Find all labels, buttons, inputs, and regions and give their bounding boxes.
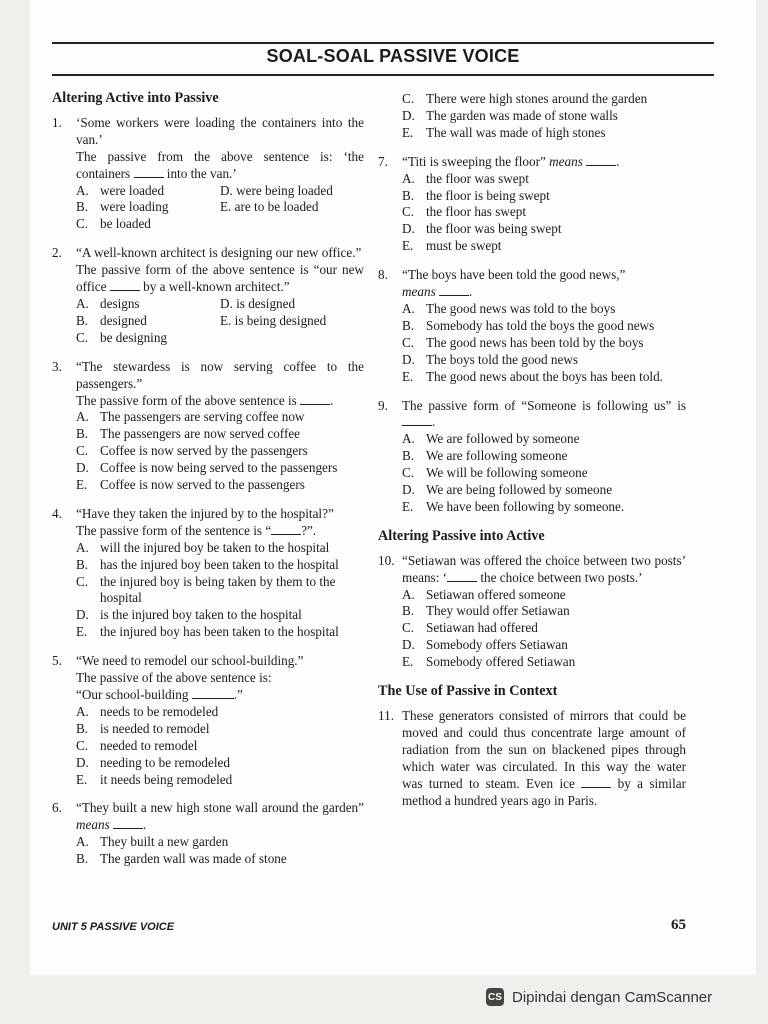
option-a[interactable]: A. needs to be remodeled: [76, 703, 219, 719]
question-prompt: The passive form of the sentence is “ ?”.: [76, 522, 317, 538]
question-6: [52, 800, 364, 868]
option-c[interactable]: C. the floor has swept: [402, 204, 526, 220]
option-b[interactable]: B. The garden wall was made of stone: [76, 851, 287, 867]
camscanner-text: Dipindai dengan CamScanner: [512, 988, 713, 1006]
question-prompt: means .: [402, 284, 473, 300]
page-number: 65: [671, 917, 686, 933]
option-c[interactable]: C. The good news has been told by the boys: [402, 334, 644, 350]
question-number: 3.: [52, 358, 62, 374]
option-c[interactable]: C. needed to remodel: [76, 737, 198, 753]
option-d[interactable]: D. were being loaded: [220, 182, 333, 198]
question-stem: “A well-known architect is designing our new office.”: [76, 245, 362, 261]
option-b[interactable]: B. The passengers are now served coffee: [76, 426, 301, 442]
option-b[interactable]: B. has the injured boy been taken to the hospital: [76, 556, 339, 572]
question-6-continued: [378, 91, 686, 142]
option-e[interactable]: E. are to be loaded: [220, 199, 319, 215]
question-3: [52, 359, 364, 494]
question-prompt: The passive of the above sentence is:: [76, 670, 272, 686]
question-number: 8.: [378, 267, 388, 283]
option-a[interactable]: A. the floor was swept: [402, 170, 529, 186]
answer-blank: [447, 570, 477, 582]
option-b[interactable]: B. They would offer Setiawan: [402, 603, 570, 619]
answer-blank: [439, 284, 469, 296]
answer-blank: [586, 154, 616, 166]
question-stem: The passive form of “Someone is following us” is .: [402, 397, 686, 430]
question-number: 9.: [378, 397, 388, 413]
unit-footer: UNIT 5 PASSIVE VOICE: [52, 921, 175, 933]
question-2: [52, 245, 364, 346]
option-e[interactable]: E. Somebody offered Setiawan: [402, 654, 576, 670]
question-8: [378, 267, 686, 385]
question-completion: “Our school-building .”: [76, 687, 243, 702]
option-e[interactable]: E. The wall was made of high stones: [402, 124, 606, 140]
question-number: 7.: [378, 153, 388, 169]
option-a[interactable]: A. The good news was told to the boys: [402, 300, 616, 316]
option-a[interactable]: A. We are followed by someone: [402, 431, 580, 447]
title-rule: [52, 74, 714, 76]
option-c[interactable]: C. be loaded: [76, 216, 151, 232]
option-d[interactable]: D. needing to be remodeled: [76, 754, 230, 770]
option-c[interactable]: C. be designing: [76, 329, 168, 345]
question-stem: “The boys have been told the good news,”: [402, 267, 626, 283]
option-b[interactable]: B. the floor is being swept: [402, 187, 550, 203]
question-number: 6.: [52, 800, 62, 816]
question-11: [378, 708, 686, 809]
answer-blank: [300, 393, 330, 405]
question-4: [52, 506, 364, 641]
section-heading-active-to-passive: Altering Active into Passive: [52, 90, 219, 106]
option-c[interactable]: C. the injured boy is being taken by them to the hospital: [76, 573, 336, 606]
option-d[interactable]: D. Coffee is now being served to the passengers: [76, 460, 338, 476]
question-stem: “They built a new high stone wall around the garden” means .: [76, 800, 364, 833]
question-stem: “The stewardess is now serving coffee to the passengers.”: [76, 358, 364, 391]
answer-blank: [271, 523, 301, 535]
option-d[interactable]: D. Somebody offers Setiawan: [402, 637, 568, 653]
answer-blank: [192, 687, 234, 699]
page-title: SOAL-SOAL PASSIVE VOICE: [266, 46, 520, 66]
option-b[interactable]: B. Somebody has told the boys the good news: [402, 317, 655, 333]
question-prompt: The passive from the above sentence is: ‘the containers into the van.’: [76, 148, 364, 181]
option-a[interactable]: A. designs: [76, 295, 140, 311]
question-number: 1.: [52, 114, 62, 130]
options-grid: [76, 183, 364, 234]
question-stem: “Titi is sweeping the floor” means .: [402, 153, 620, 169]
option-a[interactable]: A. The passengers are serving coffee now: [76, 409, 305, 425]
option-e[interactable]: E. must be swept: [402, 238, 502, 254]
option-e[interactable]: E. The good news about the boys has been told.: [402, 368, 663, 384]
question-number: 11.: [378, 708, 394, 723]
question-stem: “Have they taken the injured by to the hospital?”: [76, 505, 334, 521]
option-c[interactable]: C. We will be following someone: [402, 465, 588, 481]
option-c[interactable]: C. There were high stones around the garden: [402, 91, 648, 106]
left-column: [52, 90, 364, 880]
option-e[interactable]: E. is being designed: [220, 312, 327, 328]
option-d[interactable]: D. is the injured boy taken to the hospital: [76, 607, 302, 623]
option-e[interactable]: E. it needs being remodeled: [76, 771, 233, 787]
question-stem: ‘Some workers were loading the containers into the van.’: [76, 114, 364, 147]
option-a[interactable]: A. Setiawan offered someone: [402, 586, 566, 602]
option-c[interactable]: C. Coffee is now served by the passengers: [76, 443, 308, 459]
question-stem: “Setiawan was offered the choice between two posts’ means: ‘ the choice between two posts.’: [402, 552, 686, 585]
section-heading-passive-in-context: The Use of Passive in Context: [378, 683, 558, 700]
question-1: [52, 115, 364, 233]
top-rule: [52, 42, 714, 44]
option-d[interactable]: D. the floor was being swept: [402, 221, 562, 237]
option-e[interactable]: E. the injured boy has been taken to the hospital: [76, 624, 339, 640]
question-stem: These generators consisted of mirrors that could be moved and could thus concentrate large amount of radiation from the sun on blackened pipes through which water was circulated. In this way the water was turned to steam. Even ice by a similar method a hundred years ago in Paris.: [402, 708, 687, 808]
question-prompt: The passive form of the above sentence is .: [76, 392, 334, 408]
option-e[interactable]: E. Coffee is now served to the passengers: [76, 477, 305, 493]
option-d[interactable]: D. We are being followed by someone: [402, 482, 613, 498]
option-d[interactable]: D. The garden was made of stone walls: [402, 107, 618, 123]
option-d[interactable]: D. is designed: [220, 295, 296, 311]
option-b[interactable]: B. We are following someone: [402, 448, 568, 464]
camscanner-icon: CS: [486, 988, 504, 1006]
answer-blank: [402, 414, 432, 426]
answer-blank: [581, 776, 611, 788]
option-e[interactable]: E. We have been following by someone.: [402, 498, 625, 514]
option-b[interactable]: B. were loading: [76, 199, 169, 215]
question-number: 2.: [52, 245, 62, 261]
section-heading-passive-to-active: Altering Passive into Active: [378, 527, 545, 544]
option-a[interactable]: A. were loaded: [76, 182, 165, 198]
question-9: [378, 398, 686, 516]
question-10: [378, 553, 686, 671]
question-7: [378, 154, 686, 255]
question-5: [52, 653, 364, 788]
answer-blank: [113, 817, 143, 829]
answer-blank: [110, 279, 140, 291]
option-a[interactable]: A. They built a new garden: [76, 834, 229, 850]
question-number: 4.: [52, 505, 62, 521]
option-b[interactable]: B. designed: [76, 312, 147, 328]
answer-blank: [134, 166, 164, 178]
option-d[interactable]: D. The boys told the good news: [402, 351, 579, 367]
question-number: 10.: [378, 552, 395, 568]
right-column: [378, 91, 686, 821]
question-number: 5.: [52, 653, 62, 669]
options-grid: [76, 296, 364, 347]
option-c[interactable]: C. Setiawan had offered: [402, 620, 538, 636]
option-b[interactable]: B. is needed to remodel: [76, 720, 210, 736]
camscanner-watermark: [486, 985, 712, 1009]
option-a[interactable]: A. will the injured boy be taken to the hospital: [76, 539, 330, 555]
question-prompt: The passive form of the above sentence is “our new office by a well-known architect.”: [76, 262, 364, 295]
document-page: [30, 0, 756, 975]
question-stem: “We need to remodel our school-building.”: [76, 653, 304, 669]
